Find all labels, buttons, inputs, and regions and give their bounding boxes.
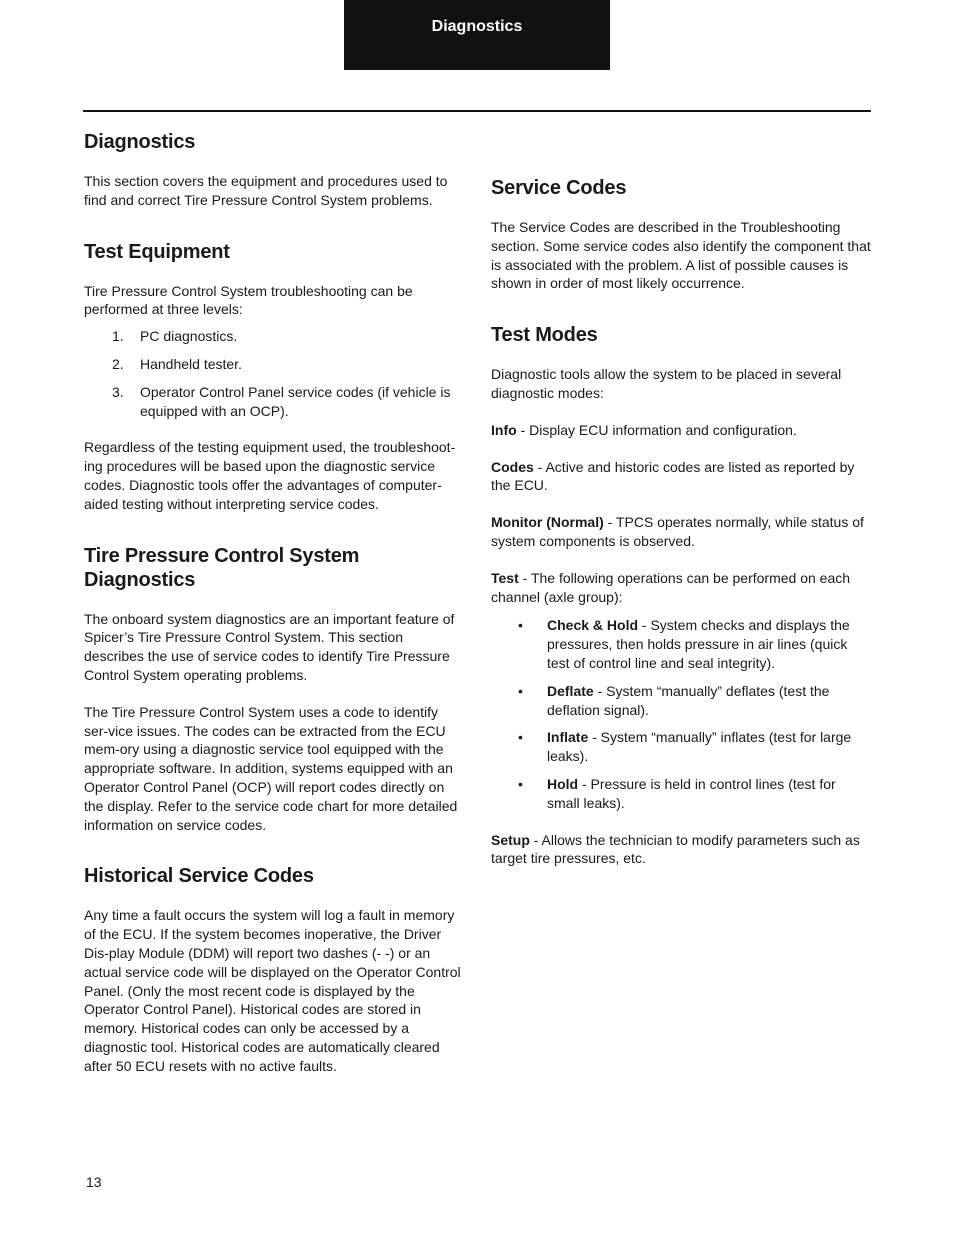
term: Test xyxy=(491,569,519,586)
list-item xyxy=(491,682,871,720)
section-title: Test Modes xyxy=(491,324,598,347)
list-item xyxy=(491,775,871,813)
left-column xyxy=(84,130,466,1106)
list-number: 3. xyxy=(112,383,124,400)
list-number: 2. xyxy=(112,355,124,372)
bullet: • xyxy=(518,775,523,792)
definition: - The following operations can be performed on each channel (axle group): xyxy=(491,569,851,605)
term: Check & Hold xyxy=(547,617,639,634)
term: Deflate xyxy=(547,682,594,699)
paragraph: Tire Pressure Control System troubleshooting can be performed at three levels: xyxy=(84,282,413,318)
section-title: Diagnostics xyxy=(84,131,196,153)
right-column xyxy=(491,176,871,898)
term: Monitor (Normal) xyxy=(491,514,604,531)
numbered-list xyxy=(84,327,466,420)
definition: - TPCS operates normally, while status of system components is observed. xyxy=(491,514,864,549)
definition: - System “manually” deflates (test the deflation signal). xyxy=(547,682,830,718)
mode-info xyxy=(491,421,871,440)
list-item xyxy=(84,383,466,421)
section-historical-codes xyxy=(84,864,466,1075)
paragraph: Any time a fault occurs the system will log a fault in memory of the ECU. If the system becomes inoperative, the Driver Dis-play Module (DDM) will report two dashes (- -) or an actual service code will be displayed on the Operator Control Panel. (Only the most recent code is displayed by the Operator Control Panel). Historical codes are stored in memory. Historical codes can only be accessed by a diagnostic tool. Historical codes are automatically cleared after 50 ECU resets with no active faults. xyxy=(84,907,461,1074)
mode-monitor xyxy=(491,513,871,551)
paragraph: The onboard system diagnostics are an important feature of Spicer’s Tire Pressure Control System. This section describes the use of service codes to identify Tire Pressure Control System operating problems. xyxy=(84,610,455,683)
list-item-text: Operator Control Panel service codes (if vehicle is equipped with an OCP). xyxy=(140,383,451,419)
term: Info xyxy=(491,421,517,438)
section-tpcs-diagnostics xyxy=(84,544,466,835)
section-test-equipment xyxy=(84,240,466,514)
header-tab-label: Diagnostics xyxy=(431,18,523,35)
header-tab xyxy=(344,0,610,70)
paragraph: Regardless of the testing equipment used, the troubleshoot-ing procedures will be based upon the diagnostic service codes. Diagnostic tools offer the advantages of computer-aided testing without interpreting service codes. xyxy=(84,439,456,512)
term: Hold xyxy=(547,775,579,792)
section-test-modes xyxy=(491,323,871,868)
mode-codes xyxy=(491,458,871,496)
mode-test xyxy=(491,569,871,607)
definition: - Allows the technician to modify parameters such as target tire pressures, etc. xyxy=(491,831,860,867)
list-number: 1. xyxy=(112,328,124,345)
definition: - Active and historic codes are listed as reported by the ECU. xyxy=(491,458,855,494)
list-item xyxy=(491,616,871,672)
paragraph: This section covers the equipment and procedures used to find and correct Tire Pressure Control System problems. xyxy=(84,173,448,208)
list-item-text: Handheld tester. xyxy=(140,355,242,372)
paragraph: Diagnostic tools allow the system to be placed in several diagnostic modes: xyxy=(491,366,842,401)
header-rule xyxy=(83,110,871,112)
definition: - Pressure is held in control lines (test for small leaks). xyxy=(547,775,836,811)
bullet: • xyxy=(518,729,523,746)
section-title: Test Equipment xyxy=(84,240,230,263)
list-item xyxy=(491,728,871,766)
section-diagnostics xyxy=(84,130,466,210)
bullet-list xyxy=(491,616,871,812)
term: Setup xyxy=(491,831,530,848)
paragraph: The Service Codes are described in the Troubleshooting section. Some service codes also identify the component that is associated with the problem. A list of possible causes is shown in order of most likely occurrence. xyxy=(491,219,871,292)
definition: - Display ECU information and configuration. xyxy=(516,421,797,438)
paragraph: The Tire Pressure Control System uses a code to identify ser-vice issues. The codes can be extracted from the ECU mem-ory using a diagnostic service tool equipped with the appropriate software. In addition, systems equipped with an Operator Control Panel (OCP) will report codes directly on the display. Refer to the service code chart for more detailed information on service codes. xyxy=(84,703,458,833)
list-item-text: PC diagnostics. xyxy=(140,328,238,345)
list-item xyxy=(84,355,466,374)
definition: - System checks and displays the pressures, then holds pressure in air lines (quick test of control line and seal integrity). xyxy=(547,617,850,671)
mode-setup xyxy=(491,831,871,869)
definition: - System “manually” inflates (test for large leaks). xyxy=(547,729,852,765)
bullet: • xyxy=(518,682,523,699)
bullet: • xyxy=(518,617,523,634)
section-title: Tire Pressure Control System Diagnostics xyxy=(84,544,360,591)
section-title: Service Codes xyxy=(491,177,627,199)
section-title: Historical Service Codes xyxy=(84,865,314,888)
term: Codes xyxy=(491,458,534,475)
section-service-codes xyxy=(491,176,871,293)
list-item xyxy=(84,327,466,346)
page-number: 13 xyxy=(86,1174,102,1190)
term: Inflate xyxy=(547,729,589,746)
